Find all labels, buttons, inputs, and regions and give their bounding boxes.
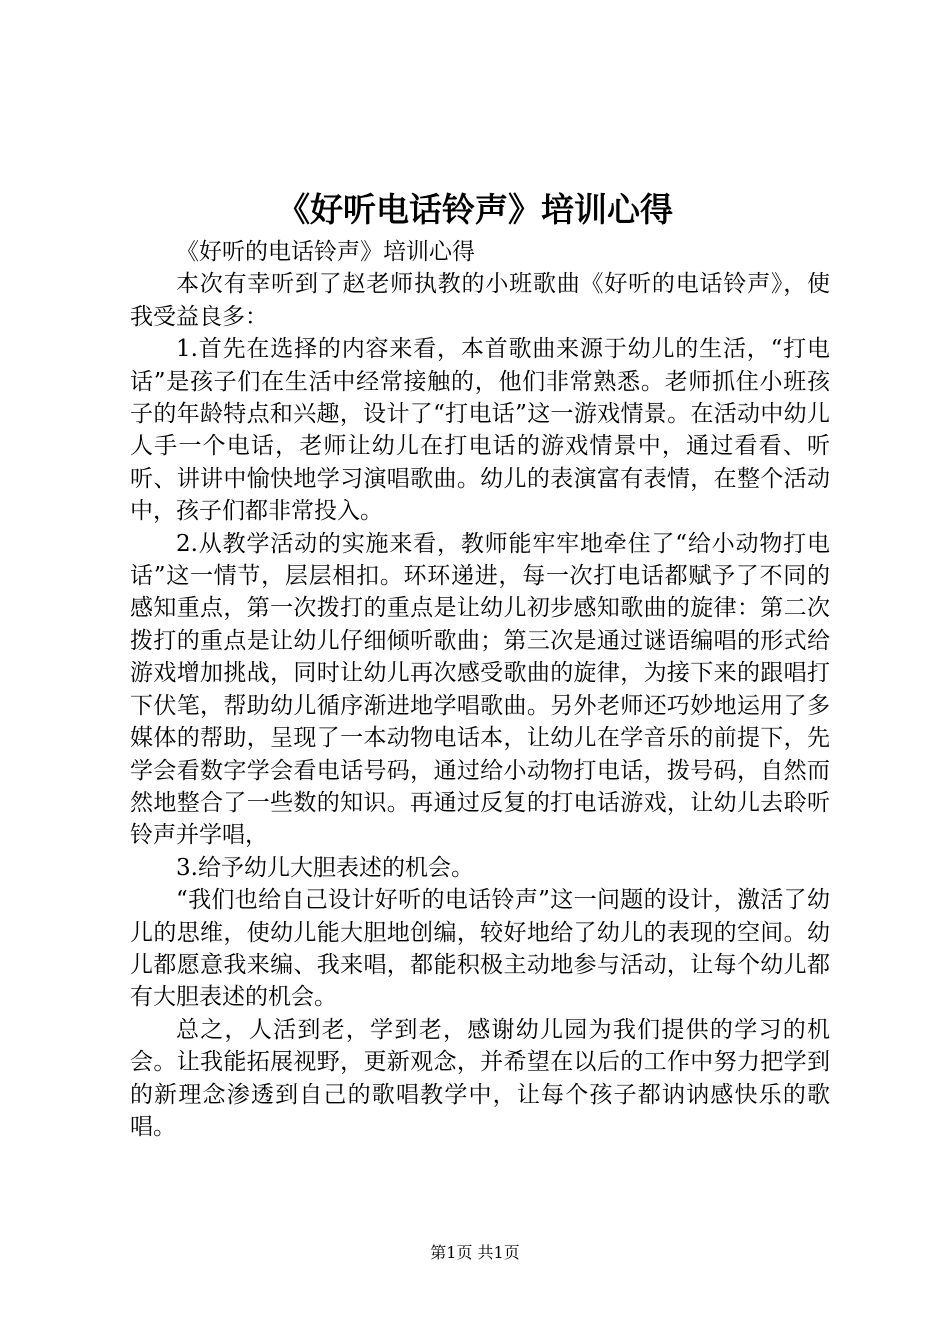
document-title: 《好听电话铃声》培训心得 <box>277 190 673 229</box>
conclusion-paragraph: 总之，人活到老，学到老，感谢幼儿园为我们提供的学习的机会。让我能拓展视野，更新观念，并希望在以后的工作中努力把学到的新理念渗透到自己的歌唱教学中，让每个孩子都讷讷感快乐的歌唱。 <box>130 1016 830 1140</box>
point-3-paragraph: “我们也给自己设计好听的电话铃声”这一问题的设计，激活了幼儿的思维，使幼儿能大胆地创编，较好地给了幼儿的表现的空间。幼儿都愿意我来编、我来唱，都能积极主动地参与活动，让每个幼儿都有大胆表述的机会。 <box>130 887 830 1011</box>
document-body <box>130 236 830 1143</box>
page-footer: 第1页 共1页 <box>430 1243 520 1262</box>
subtitle-paragraph: 《好听的电话铃声》培训心得 <box>176 239 475 265</box>
point-2-paragraph: 2.从教学活动的实施来看，教师能牢牢地牵住了“给小动物打电话”这一情节，层层相扣。环环递进，每一次打电话都赋予了不同的感知重点，第一次拨打的重点是让幼儿初步感知歌曲的旋律：第二次拨打的重点是让幼儿仔细倾听歌曲；第三次是通过谜语编唱的形式给游戏增加挑战，同时让幼儿再次感受歌曲的旋律，为接下来的跟唱打下伏笔，帮助幼儿循序渐进地学唱歌曲。另外老师还巧妙地运用了多媒体的帮助，呈现了一本动物电话本，让幼儿在学音乐的前提下，先学会看数字学会看电话号码，通过给小动物打电话，拨号码，自然而然地整合了一些数的知识。再通过反复的打电话游戏，让幼儿去聆听铃声并学唱， <box>130 530 830 849</box>
point-3-heading: 3.给予幼儿大胆表述的机会。 <box>176 854 474 881</box>
intro-paragraph: 本次有幸听到了赵老师执教的小班歌曲《好听的电话铃声》，使我受益良多： <box>130 271 830 330</box>
point-1-paragraph: 1.首先在选择的内容来看，本首歌曲来源于幼儿的生活，“打电话”是孩子们在生活中经常接触的，他们非常熟悉。老师抓住小班孩子的年龄特点和兴趣，设计了“打电话”这一游戏情景。在活动中幼儿人手一个电话，老师让幼儿在打电话的游戏情景中，通过看看、听听、讲讲中愉快地学习演唱歌曲。幼儿的表演富有表情，在整个活动中，孩子们都非常投入。 <box>130 336 830 525</box>
